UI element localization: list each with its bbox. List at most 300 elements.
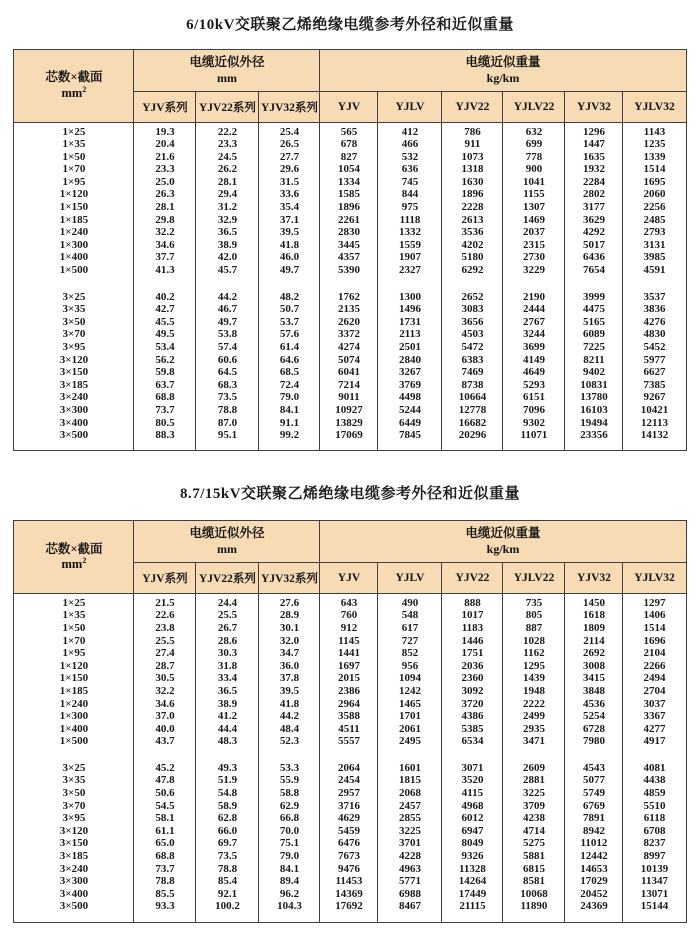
value-cell: 85.5 [134, 888, 196, 901]
spec-cell: 1×25 [14, 126, 134, 139]
spacer-cell [442, 277, 503, 291]
value-cell: 2113 [378, 328, 442, 341]
spec-cell: 1×185 [14, 214, 134, 227]
value-cell: 14369 [320, 888, 378, 901]
series-header-yjlv22: YJLV22 [503, 563, 565, 594]
value-cell: 6947 [442, 825, 503, 838]
table-row [14, 404, 686, 417]
spacer-cell [196, 748, 259, 762]
table-row [14, 622, 686, 635]
table-row [14, 303, 686, 316]
value-cell: 2840 [378, 354, 442, 367]
value-cell: 6012 [442, 812, 503, 825]
value-cell: 26.2 [196, 163, 259, 176]
value-cell: 1896 [442, 188, 503, 201]
table-row [14, 328, 686, 341]
value-cell: 466 [378, 138, 442, 151]
diameter-unit: mm [216, 70, 237, 85]
value-cell: 3225 [503, 787, 565, 800]
spec-cell: 3×150 [14, 366, 134, 379]
group-header-row [14, 50, 686, 92]
value-cell: 87.0 [196, 417, 259, 430]
value-cell: 2256 [623, 201, 686, 214]
value-cell: 2620 [320, 316, 378, 329]
value-cell: 1465 [378, 698, 442, 711]
value-cell: 40.2 [134, 291, 196, 304]
value-cell: 2767 [503, 316, 565, 329]
value-cell: 4202 [442, 239, 503, 252]
value-cell: 2222 [503, 698, 565, 711]
table-row [14, 429, 686, 442]
value-cell: 19494 [565, 417, 623, 430]
value-cell: 2135 [320, 303, 378, 316]
value-cell: 17069 [320, 429, 378, 442]
spacer-cell [134, 442, 196, 451]
value-cell: 24369 [565, 900, 623, 913]
value-cell: 8467 [378, 900, 442, 913]
value-cell: 3415 [565, 672, 623, 685]
value-cell: 1514 [623, 622, 686, 635]
value-cell: 68.8 [134, 391, 196, 404]
value-cell: 2266 [623, 660, 686, 673]
value-cell: 41.3 [134, 264, 196, 277]
value-cell: 1332 [378, 226, 442, 239]
value-cell: 73.5 [196, 391, 259, 404]
value-cell: 3720 [442, 698, 503, 711]
spacer-cell [565, 277, 623, 291]
value-cell: 10421 [623, 404, 686, 417]
spacer-cell [14, 913, 134, 922]
value-cell: 636 [378, 163, 442, 176]
value-cell: 37.8 [259, 672, 320, 685]
spacer-cell [503, 277, 565, 291]
value-cell: 7980 [565, 735, 623, 748]
value-cell: 1162 [503, 647, 565, 660]
value-cell: 7654 [565, 264, 623, 277]
value-cell: 1618 [565, 609, 623, 622]
table-title-6-10kv: 6/10kV交联聚乙烯绝缘电缆参考外径和近似重量 [186, 17, 514, 33]
value-cell: 27.6 [259, 597, 320, 610]
value-cell: 104.3 [259, 900, 320, 913]
value-cell: 36.5 [196, 685, 259, 698]
value-cell: 1094 [378, 672, 442, 685]
value-cell: 5977 [623, 354, 686, 367]
value-cell: 91.1 [259, 417, 320, 430]
value-cell: 92.1 [196, 888, 259, 901]
value-cell: 1295 [503, 660, 565, 673]
spec-cell: 1×300 [14, 710, 134, 723]
spacer-cell [378, 748, 442, 762]
spec-cell: 1×240 [14, 698, 134, 711]
series-header-yjv32: YJV32 [565, 92, 623, 123]
series-header-yjv32: YJV32 [565, 563, 623, 594]
table-row [14, 698, 686, 711]
value-cell: 911 [442, 138, 503, 151]
value-cell: 10068 [503, 888, 565, 901]
value-cell: 29.4 [196, 188, 259, 201]
value-cell: 4498 [378, 391, 442, 404]
weight-unit: kg/km [486, 542, 520, 557]
value-cell: 6292 [442, 264, 503, 277]
value-cell: 23.3 [196, 138, 259, 151]
value-cell: 7096 [503, 404, 565, 417]
value-cell: 5074 [320, 354, 378, 367]
diameter-unit: mm [216, 542, 237, 557]
value-cell: 4277 [623, 723, 686, 736]
value-cell: 12778 [442, 404, 503, 417]
value-cell: 5557 [320, 735, 378, 748]
value-cell: 31.8 [196, 660, 259, 673]
value-cell: 1145 [320, 635, 378, 648]
value-cell: 786 [442, 126, 503, 139]
value-cell: 3267 [378, 366, 442, 379]
value-cell: 2855 [378, 812, 442, 825]
value-cell: 100.2 [196, 900, 259, 913]
value-cell: 19.3 [134, 126, 196, 139]
value-cell: 24.4 [196, 597, 259, 610]
value-cell: 38.9 [196, 698, 259, 711]
value-cell: 93.3 [134, 900, 196, 913]
value-cell: 23.3 [134, 163, 196, 176]
value-cell: 3699 [503, 341, 565, 354]
value-cell: 6436 [565, 251, 623, 264]
value-cell: 2881 [503, 774, 565, 787]
spec-cell: 1×120 [14, 660, 134, 673]
value-cell: 1695 [623, 176, 686, 189]
series-header-yjv: YJV [320, 92, 378, 123]
value-cell: 79.0 [259, 391, 320, 404]
value-cell: 50.6 [134, 787, 196, 800]
value-cell: 2261 [320, 214, 378, 227]
table-row [14, 126, 686, 139]
value-cell: 5771 [378, 875, 442, 888]
value-cell: 1028 [503, 635, 565, 648]
value-cell: 2454 [320, 774, 378, 787]
value-cell: 30.3 [196, 647, 259, 660]
value-cell: 5459 [320, 825, 378, 838]
value-cell: 2485 [623, 214, 686, 227]
spec-cell: 1×35 [14, 138, 134, 151]
value-cell: 52.3 [259, 735, 320, 748]
value-cell: 7225 [565, 341, 623, 354]
value-cell: 53.3 [259, 762, 320, 775]
table-row [14, 900, 686, 913]
value-cell: 2495 [378, 735, 442, 748]
value-cell: 9402 [565, 366, 623, 379]
table-row [14, 163, 686, 176]
spacer-cell [196, 277, 259, 291]
value-cell: 72.4 [259, 379, 320, 392]
value-cell: 4629 [320, 812, 378, 825]
value-cell: 3588 [320, 710, 378, 723]
spacer-cell [503, 913, 565, 922]
value-cell: 6988 [378, 888, 442, 901]
spacer-cell [565, 442, 623, 451]
value-cell: 3225 [378, 825, 442, 838]
value-cell: 84.1 [259, 404, 320, 417]
table-row [14, 888, 686, 901]
spec-cell: 3×35 [14, 774, 134, 787]
value-cell: 7214 [320, 379, 378, 392]
value-cell: 20452 [565, 888, 623, 901]
value-cell: 7385 [623, 379, 686, 392]
value-cell: 45.2 [134, 762, 196, 775]
spec-cell: 1×150 [14, 201, 134, 214]
value-cell: 31.2 [196, 201, 259, 214]
spec-cell: 3×400 [14, 888, 134, 901]
value-cell: 1318 [442, 163, 503, 176]
spacer-cell [196, 913, 259, 922]
value-cell: 2064 [320, 762, 378, 775]
series-header-yjlv: YJLV [378, 92, 442, 123]
spacer-cell [442, 748, 503, 762]
value-cell: 5452 [623, 341, 686, 354]
group-header-row [14, 521, 686, 563]
value-cell: 33.4 [196, 672, 259, 685]
value-cell: 11328 [442, 863, 503, 876]
spec-cell: 3×300 [14, 404, 134, 417]
value-cell: 6151 [503, 391, 565, 404]
table-row [14, 635, 686, 648]
spacer-cell [378, 277, 442, 291]
table-row [14, 685, 686, 698]
spacer-cell [565, 748, 623, 762]
value-cell: 1300 [378, 291, 442, 304]
value-cell: 61.1 [134, 825, 196, 838]
value-cell: 2061 [378, 723, 442, 736]
value-cell: 75.1 [259, 837, 320, 850]
value-cell: 3629 [565, 214, 623, 227]
spec-unit-superscript: 2 [82, 84, 87, 94]
value-cell: 2114 [565, 635, 623, 648]
value-cell: 53.7 [259, 316, 320, 329]
table-row [14, 609, 686, 622]
value-cell: 7845 [378, 429, 442, 442]
series-header-yjv22: YJV22 [442, 563, 503, 594]
spec-label: 芯数×截面 [45, 541, 103, 556]
value-cell: 643 [320, 597, 378, 610]
value-cell: 1601 [378, 762, 442, 775]
value-cell: 29.6 [259, 163, 320, 176]
value-cell: 21115 [442, 900, 503, 913]
value-cell: 46.7 [196, 303, 259, 316]
value-cell: 1751 [442, 647, 503, 660]
value-cell: 10664 [442, 391, 503, 404]
table-row [14, 138, 686, 151]
value-cell: 8942 [565, 825, 623, 838]
table-row [14, 762, 686, 775]
spacer-cell [259, 748, 320, 762]
value-cell: 1762 [320, 291, 378, 304]
spec-unit [14, 557, 133, 573]
value-cell: 699 [503, 138, 565, 151]
table-row [14, 214, 686, 227]
value-cell: 1447 [565, 138, 623, 151]
value-cell: 1054 [320, 163, 378, 176]
value-cell: 9326 [442, 850, 503, 863]
value-cell: 28.6 [196, 635, 259, 648]
value-cell: 2457 [378, 800, 442, 813]
value-cell: 44.4 [196, 723, 259, 736]
value-cell: 8581 [503, 875, 565, 888]
value-cell: 59.8 [134, 366, 196, 379]
value-cell: 2037 [503, 226, 565, 239]
value-cell: 16103 [565, 404, 623, 417]
value-cell: 64.5 [196, 366, 259, 379]
value-cell: 63.7 [134, 379, 196, 392]
value-cell: 4543 [565, 762, 623, 775]
table-row [14, 837, 686, 850]
spec-cell: 3×50 [14, 787, 134, 800]
value-cell: 2060 [623, 188, 686, 201]
table-row [14, 341, 686, 354]
value-cell: 1242 [378, 685, 442, 698]
value-cell: 48.2 [259, 291, 320, 304]
value-cell: 26.3 [134, 188, 196, 201]
value-cell: 3701 [378, 837, 442, 850]
diameter-group-label: 电缆近似外径 [189, 526, 265, 541]
value-cell: 9476 [320, 863, 378, 876]
value-cell: 58.8 [259, 787, 320, 800]
series-header-yjv22-od: YJV22系列 [196, 92, 259, 123]
value-cell: 1469 [503, 214, 565, 227]
spacer-cell [503, 748, 565, 762]
spacer-cell [14, 748, 134, 762]
value-cell: 12113 [623, 417, 686, 430]
value-cell: 1701 [378, 710, 442, 723]
table-row [14, 188, 686, 201]
value-cell: 6708 [623, 825, 686, 838]
spec-cell: 3×150 [14, 837, 134, 850]
value-cell: 3131 [623, 239, 686, 252]
value-cell: 1585 [320, 188, 378, 201]
value-cell: 3848 [565, 685, 623, 698]
value-cell: 2494 [623, 672, 686, 685]
spacer-cell [196, 442, 259, 451]
value-cell: 53.8 [196, 328, 259, 341]
value-cell: 4238 [503, 812, 565, 825]
value-cell: 1439 [503, 672, 565, 685]
value-cell: 39.5 [259, 685, 320, 698]
spec-unit-base: mm [61, 86, 83, 100]
diameter-group-header [134, 50, 320, 92]
value-cell: 48.3 [196, 735, 259, 748]
value-cell: 4438 [623, 774, 686, 787]
value-cell: 3985 [623, 251, 686, 264]
value-cell: 4149 [503, 354, 565, 367]
value-cell: 7891 [565, 812, 623, 825]
value-cell: 32.9 [196, 214, 259, 227]
value-cell: 852 [378, 647, 442, 660]
value-cell: 6728 [565, 723, 623, 736]
value-cell: 2360 [442, 672, 503, 685]
value-cell: 24.5 [196, 151, 259, 164]
weight-group-header [320, 50, 686, 92]
value-cell: 78.8 [134, 875, 196, 888]
value-cell: 15144 [623, 900, 686, 913]
value-cell: 1446 [442, 635, 503, 648]
table-row [14, 787, 686, 800]
value-cell: 490 [378, 597, 442, 610]
table-row [14, 316, 686, 329]
value-cell: 2613 [442, 214, 503, 227]
value-cell: 1339 [623, 151, 686, 164]
table-row [14, 291, 686, 304]
value-cell: 1559 [378, 239, 442, 252]
spec-cell: 1×500 [14, 264, 134, 277]
value-cell: 4859 [623, 787, 686, 800]
spec-cell: 3×240 [14, 391, 134, 404]
value-cell: 25.0 [134, 176, 196, 189]
value-cell: 3372 [320, 328, 378, 341]
value-cell: 11071 [503, 429, 565, 442]
value-cell: 5244 [378, 404, 442, 417]
value-cell: 35.4 [259, 201, 320, 214]
value-cell: 1334 [320, 176, 378, 189]
value-cell: 3999 [565, 291, 623, 304]
weight-group-label: 电缆近似重量 [465, 526, 541, 541]
table-row [14, 735, 686, 748]
table-row [14, 825, 686, 838]
value-cell: 42.0 [196, 251, 259, 264]
value-cell: 2957 [320, 787, 378, 800]
table-row [14, 723, 686, 736]
table-row [14, 379, 686, 392]
value-cell: 31.5 [259, 176, 320, 189]
value-cell: 888 [442, 597, 503, 610]
spec-cell: 1×25 [14, 597, 134, 610]
value-cell: 1896 [320, 201, 378, 214]
value-cell: 3083 [442, 303, 503, 316]
value-cell: 4917 [623, 735, 686, 748]
value-cell: 25.4 [259, 126, 320, 139]
value-cell: 3229 [503, 264, 565, 277]
value-cell: 4503 [442, 328, 503, 341]
value-cell: 37.1 [259, 214, 320, 227]
spec-cell: 1×70 [14, 163, 134, 176]
value-cell: 11012 [565, 837, 623, 850]
value-cell: 827 [320, 151, 378, 164]
value-cell: 34.6 [134, 698, 196, 711]
value-cell: 84.1 [259, 863, 320, 876]
spec-column-header [14, 50, 134, 123]
spec-cell: 3×35 [14, 303, 134, 316]
value-cell: 70.0 [259, 825, 320, 838]
value-cell: 17692 [320, 900, 378, 913]
value-cell: 33.6 [259, 188, 320, 201]
value-cell: 1815 [378, 774, 442, 787]
spacer-cell [320, 442, 378, 451]
table-row [14, 417, 686, 430]
value-cell: 5385 [442, 723, 503, 736]
value-cell: 17449 [442, 888, 503, 901]
value-cell: 80.5 [134, 417, 196, 430]
value-cell: 54.5 [134, 800, 196, 813]
spec-column-header [14, 521, 134, 594]
value-cell: 3520 [442, 774, 503, 787]
spec-cell: 3×240 [14, 863, 134, 876]
spacer-row [14, 277, 686, 291]
table-row [14, 660, 686, 673]
value-cell: 2692 [565, 647, 623, 660]
value-cell: 3177 [565, 201, 623, 214]
value-cell: 4963 [378, 863, 442, 876]
spec-cell: 3×300 [14, 875, 134, 888]
table-row [14, 863, 686, 876]
table-row [14, 812, 686, 825]
value-cell: 7673 [320, 850, 378, 863]
value-cell: 22.6 [134, 609, 196, 622]
